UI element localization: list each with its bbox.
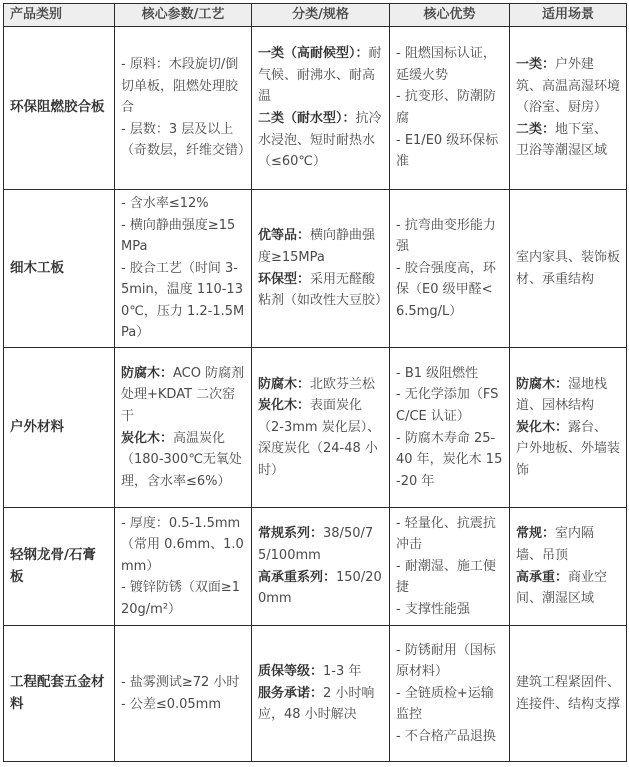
- header-scenes: 适用场景: [510, 4, 627, 27]
- category-cell: 细木工板: [4, 190, 115, 348]
- params-cell: [115, 508, 252, 626]
- scene-line: [516, 54, 620, 119]
- spec-cell: [252, 508, 390, 626]
- param-line: - 层数：3 层及以上（奇数层，纤维交错）: [121, 121, 252, 159]
- spec-cell: [252, 348, 390, 508]
- table-row: [4, 508, 627, 626]
- scene-label: 常规：: [516, 526, 556, 542]
- scenes-cell: [510, 27, 627, 190]
- spec-text: 北欧芬兰松: [310, 376, 376, 392]
- advantages-cell: [390, 508, 510, 626]
- scene-line: [516, 417, 620, 482]
- spec-text: 采用无醛酸粘剂（如改性大豆胶）: [258, 271, 389, 309]
- scene-label: 高承重：: [516, 569, 569, 585]
- param-label: 防腐木：: [121, 365, 174, 381]
- spec-line: [258, 661, 383, 683]
- param-line: [121, 363, 245, 428]
- scene-text: 户外建筑、高温高湿环境（浴室、厨房）: [516, 57, 621, 116]
- param-line: - 胶合工艺（时间 3-5min，温度 110-130℃，压力 1.2-1.5MPa）: [121, 260, 245, 341]
- scene-text: 建筑工程紧固件、连接件、结构支撑: [516, 674, 621, 712]
- spec-line: [258, 225, 383, 268]
- header-advantages: 核心优势: [390, 4, 510, 27]
- table-row: [4, 190, 627, 348]
- spec-label: 二类（耐水型）：: [258, 111, 356, 126]
- table-row: [4, 348, 627, 508]
- spec-line: [258, 269, 389, 312]
- advantage-line: - 耐潮湿、施工便捷: [396, 558, 496, 596]
- scene-text: 室内隔墙、吊顶: [516, 526, 595, 563]
- advantage-line: - 抗变形、防潮防腐: [396, 89, 496, 126]
- param-line: - 原料：木段旋切/倒切单板，阻燃处理胶合: [121, 57, 239, 116]
- spec-label: 服务承诺：: [258, 685, 324, 701]
- params-cell: [115, 626, 252, 762]
- spec-text: 38/50/75/100mm: [258, 526, 374, 563]
- header-params: 核心参数/工艺: [115, 4, 252, 27]
- advantage-line: - 轻量化、抗震抗冲击: [396, 515, 496, 553]
- scene-line: [516, 567, 620, 610]
- spec-label: 常规系列：: [258, 526, 324, 542]
- spec-label: 质保等级：: [258, 664, 324, 680]
- advantage-line: - 不合格产品退换: [396, 728, 496, 744]
- scene-text: 露台、户外地板、外墙装饰: [516, 419, 621, 478]
- header-category: 产品类别: [4, 4, 115, 27]
- spec-cell: [252, 27, 390, 190]
- scene-line: [516, 374, 620, 417]
- table-row: [4, 27, 627, 190]
- scenes-cell: [510, 348, 627, 508]
- param-line: - 公差≤0.05mm: [121, 696, 221, 712]
- scenes-cell: [510, 626, 627, 762]
- category-cell: 户外材料: [4, 348, 115, 508]
- spec-label: 环保型：: [258, 271, 311, 287]
- param-line: - 厚度：0.5-1.5mm（常用 0.6mm、1.0mm）: [121, 515, 244, 574]
- spec-line: [258, 523, 383, 566]
- scene-text: 商业空间、潮湿区域: [516, 569, 608, 607]
- advantage-line: - 防锈耐用（国标原材料）: [396, 642, 496, 680]
- advantages-cell: [390, 626, 510, 762]
- advantage-line: - 抗弯曲变形能力强: [396, 217, 496, 255]
- spec-text: 150/200mm: [258, 569, 382, 607]
- advantage-line: - E1/E0 级环保标准: [396, 132, 499, 170]
- spec-label: 防腐木：: [258, 376, 311, 392]
- params-cell: [115, 27, 252, 190]
- spec-line: [258, 395, 383, 481]
- param-line: - 横向静曲强度≥15MPa: [121, 217, 236, 255]
- advantage-line: - B1 级阻燃性: [396, 365, 479, 381]
- table-row: [4, 626, 627, 762]
- param-line: - 盐雾测试≥72 小时: [121, 674, 240, 690]
- spec-text: 横向静曲强度≥15MPa: [258, 228, 376, 265]
- advantage-line: - 胶合强度高，环保（E0 级甲醛<6.5mg/L）: [396, 260, 496, 319]
- advantage-line: - 无化学添加（FSC/CE 认证）: [396, 387, 499, 424]
- spec-label: 优等品：: [258, 228, 311, 244]
- scene-label: 防腐木：: [516, 376, 569, 392]
- advantages-cell: [390, 348, 510, 508]
- spec-text: 表面炭化（2-3mm 炭化层）、深度炭化（24-48 小时）: [258, 398, 381, 478]
- param-line: [121, 428, 245, 493]
- category-cell: 工程配套五金材料: [4, 626, 115, 762]
- scene-line: [516, 119, 620, 162]
- advantages-cell: [390, 27, 510, 190]
- spec-cell: [252, 626, 390, 762]
- spec-text: 抗冷水浸泡、短时耐热水（≤60℃）: [258, 111, 382, 170]
- scene-line: [516, 247, 620, 290]
- param-text: 高温炭化（180-300℃无氧处理，含水率≤6%）: [121, 430, 242, 489]
- params-cell: [115, 348, 252, 508]
- spec-line: [258, 43, 383, 108]
- param-text: ACO 防腐剂处理+KDAT 二次窑干: [121, 365, 245, 424]
- scene-label: 炭化木：: [516, 419, 569, 435]
- scene-label: 二类：: [516, 121, 556, 137]
- spec-line: [258, 683, 383, 726]
- param-line: - 镀锌防锈（双面≥120g/m²）: [121, 580, 240, 617]
- spec-text: 2 小时响应，48 小时解决: [258, 685, 375, 723]
- spec-text: 耐气候、耐沸水、耐高温: [258, 46, 382, 105]
- category-cell: 轻钢龙骨/石膏板: [4, 508, 115, 626]
- param-line: - 含水率≤12%: [121, 195, 209, 211]
- spec-label: 一类（高耐候型）：: [258, 46, 369, 62]
- advantage-line: - 阻燃国标认证，延缓火势: [396, 46, 496, 83]
- scene-line: [516, 672, 620, 715]
- scene-text: 地下室、卫浴等潮湿区域: [516, 121, 608, 159]
- params-cell: [115, 190, 252, 348]
- spec-text: 1-3 年: [323, 664, 362, 680]
- header-row: [4, 4, 627, 27]
- scene-text: 室内家具、装饰板材、承重结构: [516, 249, 621, 287]
- spec-line: [258, 567, 383, 610]
- advantage-line: - 全链质检+运输监控: [396, 685, 494, 723]
- param-label: 炭化木：: [121, 430, 174, 446]
- scene-label: 一类：: [516, 57, 556, 73]
- advantage-line: - 防腐木寿命 25-40 年，炭化木 15-20 年: [396, 430, 503, 489]
- scenes-cell: [510, 190, 627, 348]
- category-cell: 环保阻燃胶合板: [4, 27, 115, 190]
- spec-label: 高承重系列：: [258, 569, 337, 585]
- scene-line: [516, 523, 620, 566]
- advantages-cell: [390, 190, 510, 348]
- scene-text: 湿地栈道、园林结构: [516, 376, 608, 414]
- scenes-cell: [510, 508, 627, 626]
- spec-line: [258, 108, 383, 173]
- product-spec-table: [3, 3, 627, 762]
- spec-label: 炭化木：: [258, 398, 311, 414]
- spec-line: [258, 374, 383, 396]
- advantage-line: - 支撑性能强: [396, 601, 470, 617]
- header-spec: 分类/规格: [252, 4, 390, 27]
- spec-cell: [252, 190, 390, 348]
